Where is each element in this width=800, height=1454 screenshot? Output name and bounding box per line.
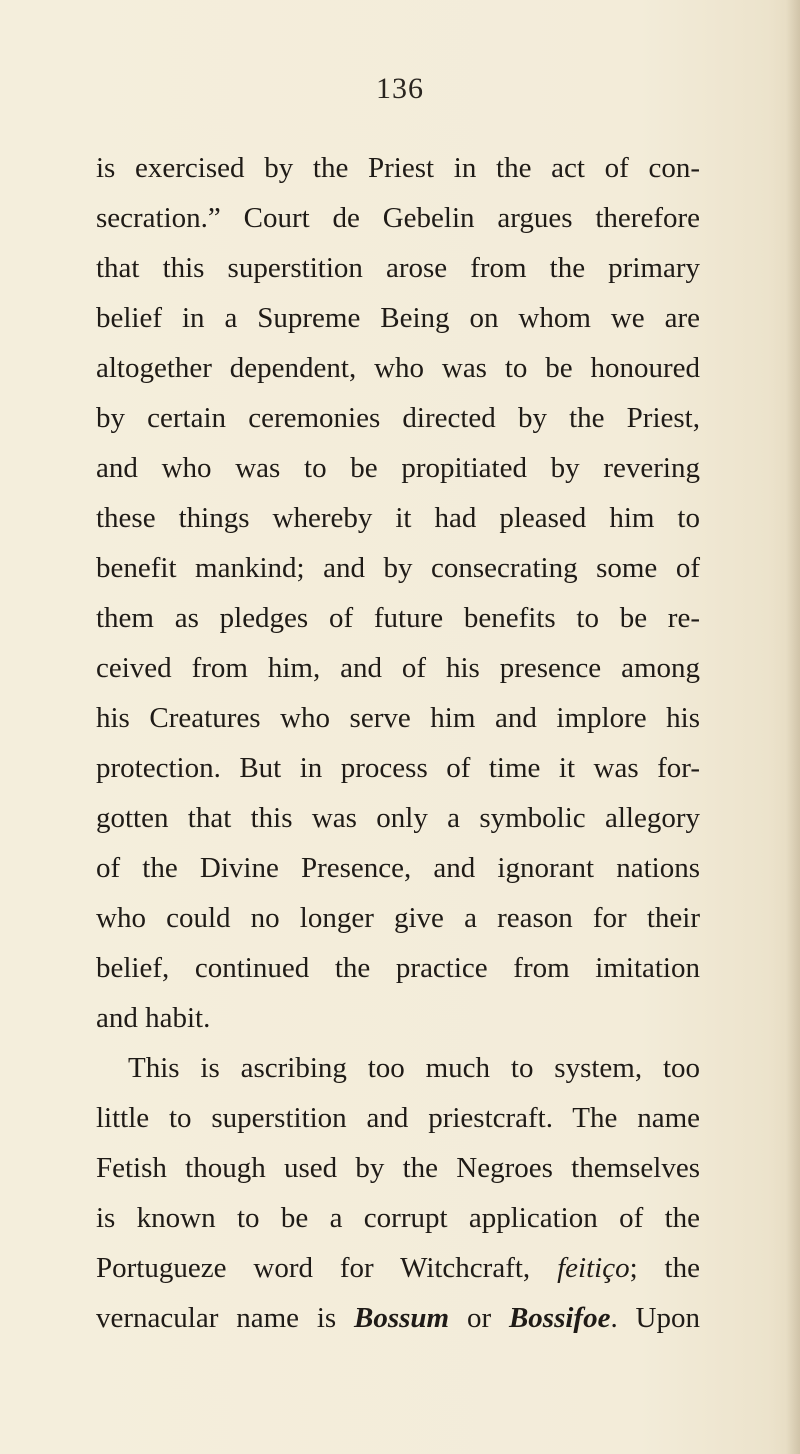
- text-line-23-part-1: Portugueze word for Witchcraft,: [96, 1252, 558, 1284]
- text-line-8: these things whereby it had pleased him to: [96, 502, 700, 534]
- text-line-5: altogether dependent, who was to be honoured: [96, 352, 700, 384]
- text-line-14: gotten that this was only a symbolic allegory: [96, 802, 700, 834]
- text-line-13: protection. But in process of time it was for-: [96, 752, 700, 784]
- text-line-24-part-1: vernacular name is: [96, 1302, 355, 1334]
- text-line-23-part-3: ; the: [629, 1252, 700, 1284]
- text-line-16: who could no longer give a reason for their: [96, 902, 700, 934]
- text-line-2: secration.” Court de Gebelin argues therefore: [96, 202, 700, 234]
- text-line-17: belief, continued the practice from imitation: [96, 952, 700, 984]
- text-line-4: belief in a Supreme Being on whom we are: [96, 302, 700, 334]
- text-line-3: that this superstition arose from the primary: [96, 252, 700, 284]
- text-line-22: is known to be a corrupt application of the: [96, 1202, 700, 1234]
- page-number: 136: [376, 72, 424, 105]
- text-line-24-part-5: . Upon: [610, 1302, 700, 1334]
- text-line-6: by certain ceremonies directed by the Priest,: [96, 402, 700, 434]
- page-edge-shadow: [786, 0, 800, 1454]
- text-line-20: little to superstition and priestcraft. The name: [96, 1102, 700, 1134]
- text-line-15: of the Divine Presence, and ignorant nations: [96, 852, 700, 884]
- body-text: [96, 143, 700, 1343]
- text-line-11: ceived from him, and of his presence among: [96, 652, 700, 684]
- text-line-12: his Creatures who serve him and implore his: [96, 702, 700, 734]
- text-line-18: and habit.: [96, 1002, 211, 1034]
- italic-word-bossifoe: Bossifoe: [508, 1302, 611, 1334]
- italic-word-bossum: Bossum: [354, 1302, 450, 1334]
- text-line-7: and who was to be propitiated by revering: [96, 452, 700, 484]
- text-line-10: them as pledges of future benefits to be re-: [96, 602, 700, 634]
- text-line-21: Fetish though used by the Negroes themselves: [96, 1152, 700, 1184]
- italic-word-feitico: feitiço: [557, 1252, 630, 1284]
- text-line-9: benefit mankind; and by consecrating some of: [96, 552, 700, 584]
- text-line-1: is exercised by the Priest in the act of con-: [96, 152, 700, 184]
- text-line-19: This is ascribing too much to system, too: [128, 1052, 700, 1084]
- text-line-23: [96, 1243, 700, 1293]
- text-line-24: [96, 1293, 700, 1343]
- text-line-24-part-3: or: [449, 1302, 509, 1334]
